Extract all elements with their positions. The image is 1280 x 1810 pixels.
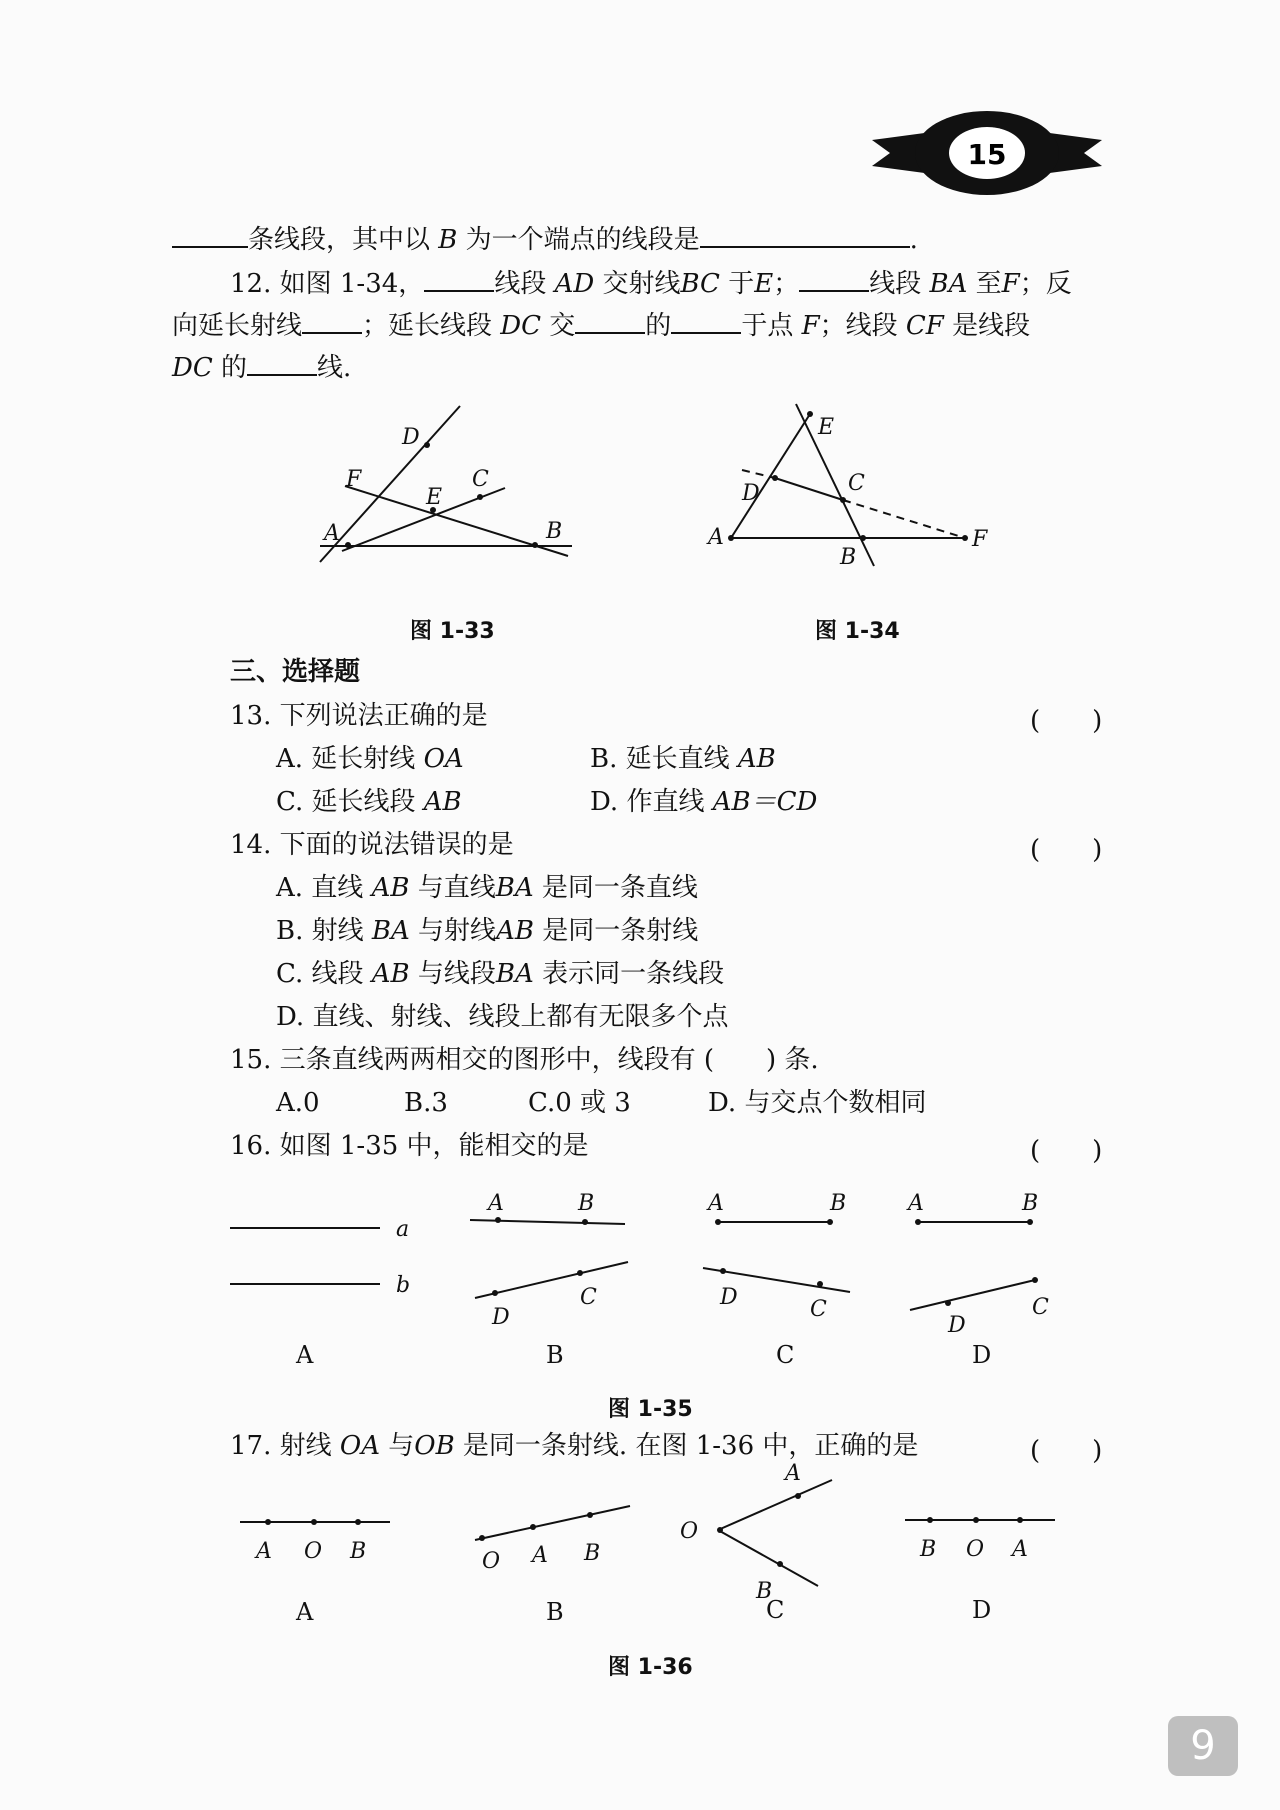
q12-line3: DC 的 线.	[172, 353, 352, 383]
q13-option-a[interactable]: A. 延长射线 OA	[276, 744, 464, 774]
q15-option-a[interactable]: A.0	[276, 1088, 320, 1118]
fig134-label-e: E	[818, 415, 835, 440]
fig135-b-point-b: B	[578, 1191, 595, 1216]
q14-stem: 14. 下面的说法错误的是	[230, 830, 514, 860]
fig134-label-a: A	[708, 525, 724, 550]
q14-option-c[interactable]: C. 线段 AB 与线段BA 表示同一条线段	[276, 959, 725, 989]
q16-stem: 16. 如图 1-35 中，能相交的是	[230, 1131, 589, 1161]
fig134-label-c: C	[848, 471, 865, 496]
fig136-b-label-3: B	[584, 1541, 601, 1566]
fig135-c-point-c: C	[810, 1297, 827, 1322]
fig135-label-a-line-a: a	[396, 1217, 410, 1242]
q11-tail: 条线段，其中以 B 为一个端点的线段是 .	[172, 224, 918, 256]
fig134-label-f: F	[972, 527, 988, 552]
fig136-c-label-a: A	[785, 1461, 801, 1486]
fig135-c-point-d: D	[720, 1285, 738, 1310]
fig135-c-point-b: B	[830, 1191, 847, 1216]
fig135-option-c[interactable]: C	[776, 1341, 795, 1369]
fig136-b-label-2: A	[532, 1543, 548, 1568]
fig134-caption: 图 1-34	[815, 619, 900, 644]
q14-answer-paren[interactable]: ( )	[1030, 835, 1103, 865]
q13-option-c[interactable]: C. 延长线段 AB	[276, 787, 462, 817]
fig136-b-label-1: O	[482, 1549, 501, 1574]
fig133-label-d: D	[402, 425, 420, 450]
fig136-caption: 图 1-36	[608, 1655, 693, 1680]
page-badge	[1168, 1716, 1238, 1776]
q13-stem: 13. 下列说法正确的是	[230, 701, 488, 731]
q13-answer-paren[interactable]: ( )	[1030, 706, 1103, 736]
fig135-option-b[interactable]: B	[546, 1341, 564, 1369]
fig136-d-label-3: A	[1012, 1537, 1028, 1562]
fig133-label-f: F	[346, 467, 362, 492]
fig135-d-point-c: C	[1032, 1295, 1049, 1320]
page-number: 15	[967, 138, 1007, 171]
fig135-option-d[interactable]: D	[972, 1341, 992, 1369]
q15-stem: 15. 三条直线两两相交的图形中，线段有 ( ) 条.	[230, 1045, 819, 1075]
fig133-label-b: B	[546, 519, 563, 544]
fig136-d-label-2: O	[966, 1537, 985, 1562]
q15-option-d[interactable]: D. 与交点个数相同	[708, 1088, 927, 1118]
fig133-label-c: C	[472, 467, 489, 492]
fig136-c-label-o: O	[680, 1519, 699, 1544]
fig134-label-d: D	[742, 481, 760, 506]
fig136-a-label-3: B	[350, 1539, 367, 1564]
fig136-a-label-2: O	[304, 1539, 323, 1564]
q14-option-b[interactable]: B. 射线 BA 与射线AB 是同一条射线	[276, 916, 699, 946]
q12-line2: 向延长射线 ；延长线段 DC 交 的 于点 F；线段 CF 是线段	[172, 311, 1031, 341]
fig136-c-label-b: B	[756, 1579, 773, 1604]
fig135-caption: 图 1-35	[608, 1397, 693, 1422]
fig135-option-a[interactable]: A	[296, 1341, 314, 1369]
fig136-d-label-1: B	[920, 1537, 937, 1562]
q15-option-b[interactable]: B.3	[404, 1088, 448, 1118]
q14-option-a[interactable]: A. 直线 AB 与直线BA 是同一条直线	[276, 873, 698, 903]
q13-option-d[interactable]: D. 作直线 AB＝CD	[590, 787, 818, 817]
fig135-d-point-b: B	[1022, 1191, 1039, 1216]
fig136-a-label-1: A	[256, 1539, 272, 1564]
fig135-b-point-d: D	[492, 1305, 510, 1330]
fig135-label-a-line-b: b	[396, 1273, 411, 1298]
fig135-d-point-d: D	[948, 1313, 966, 1338]
fig133-label-e: E	[426, 485, 443, 510]
figure-1-35	[220, 1180, 1080, 1370]
q15-option-c[interactable]: C.0 或 3	[528, 1088, 631, 1118]
q17-answer-paren[interactable]: ( )	[1030, 1436, 1103, 1466]
page-number-ribbon	[872, 108, 1102, 198]
section-title: 三、选择题	[230, 657, 361, 687]
fig136-option-c[interactable]: C	[766, 1596, 785, 1624]
fig136-option-d[interactable]: D	[972, 1596, 992, 1624]
fig135-d-point-a: A	[908, 1191, 924, 1216]
figure-1-34	[700, 400, 1000, 580]
fig134-label-b: B	[840, 545, 857, 570]
fig133-label-a: A	[324, 521, 340, 546]
page-badge-number: 9	[1190, 1723, 1216, 1769]
q17-stem: 17. 射线 OA 与OB 是同一条射线. 在图 1-36 中，正确的是	[230, 1431, 919, 1461]
figure-1-36	[220, 1460, 1080, 1640]
q12-line1: 12. 如图 1-34， 线段 AD 交射线BC 于E； 线段 BA 至F；反	[230, 269, 1072, 299]
fig133-caption: 图 1-33	[410, 619, 495, 644]
fig136-option-b[interactable]: B	[546, 1598, 564, 1626]
fig136-option-a[interactable]: A	[296, 1598, 314, 1626]
q16-answer-paren[interactable]: ( )	[1030, 1136, 1103, 1166]
fig135-c-point-a: A	[708, 1191, 724, 1216]
fig135-b-point-a: A	[488, 1191, 504, 1216]
figure-1-33	[310, 400, 590, 580]
q13-option-b[interactable]: B. 延长直线 AB	[590, 744, 776, 774]
fig135-b-point-c: C	[580, 1285, 597, 1310]
q14-option-d[interactable]: D. 直线、射线、线段上都有无限多个点	[276, 1002, 729, 1032]
